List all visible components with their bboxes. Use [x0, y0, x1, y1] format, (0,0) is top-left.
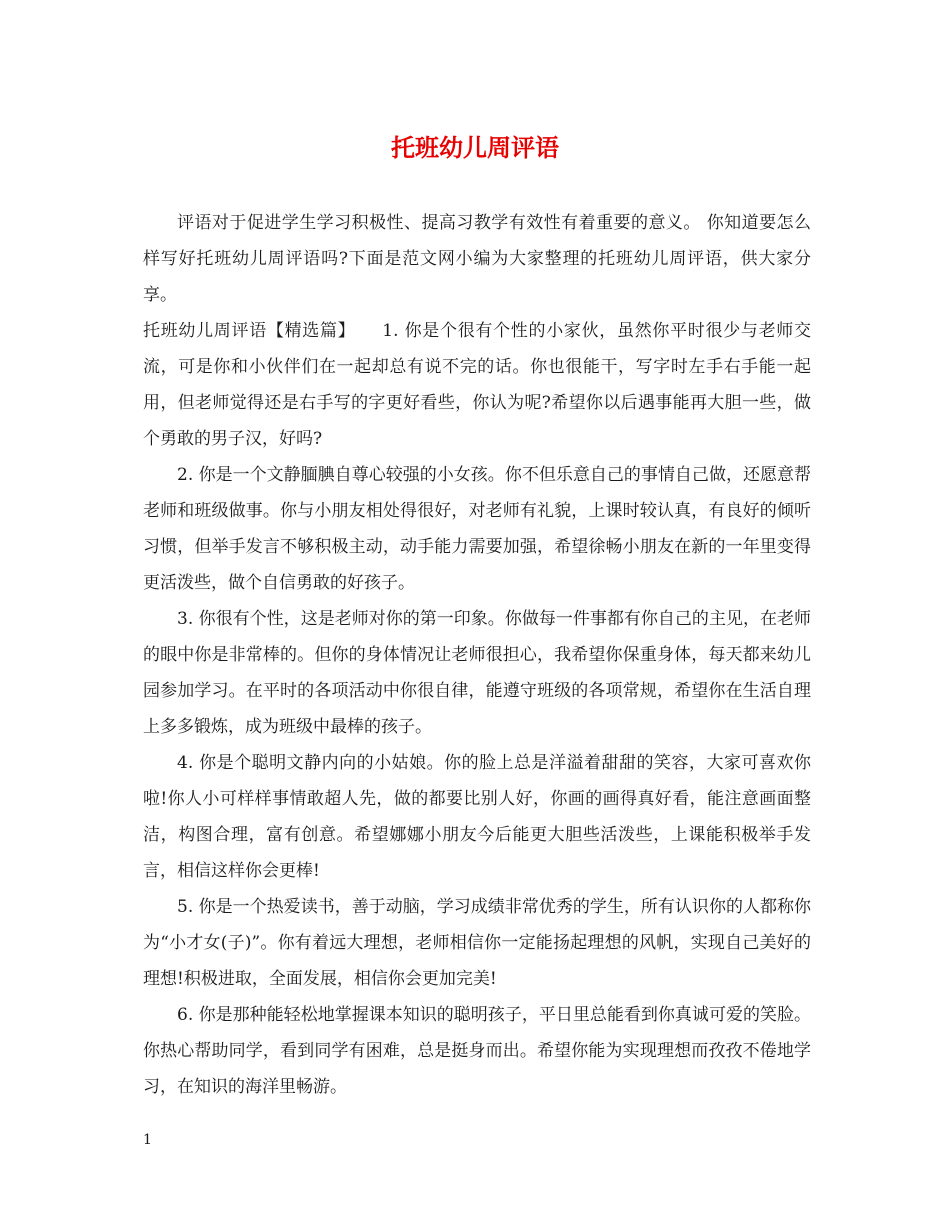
document-title: 托班幼儿周评语	[391, 133, 559, 162]
page-number: 1	[143, 1132, 152, 1148]
paragraph-comment-3: 3. 你很有个性，这是老师对你的第一印象。你做每一件事都有你自己的主见，在老师的眼中你是非常棒的。但你的身体情况让老师很担心，我希望你保重身体，每天都来幼儿园参加学习。在平时的各项活动中你很自律，能遵守班级的各项常规，希望你在生活自理上多多锻炼，成为班级中最棒的孩子。	[143, 609, 811, 737]
paragraph-comment-6: 6. 你是那种能轻松地掌握课本知识的聪明孩子，平日里总能看到你真诚可爱的笑脸。你热心帮助同学，看到同学有困难，总是挺身而出。希望你能为实现理想而孜孜不倦地学习，在知识的海洋里畅游。	[143, 1005, 811, 1097]
paragraph-comment-4: 4. 你是个聪明文静内向的小姑娘。你的脸上总是洋溢着甜甜的笑容，大家可喜欢你啦!你人小可样样事情敢超人先，做的都要比别人好，你画的画得真好看，能注意画面整洁，构图合理，富有创意。希望娜娜小朋友今后能更大胆些活泼些，上课能积极举手发言，相信这样你会更棒!	[143, 753, 811, 881]
document-body	[143, 205, 811, 1105]
paragraph-intro: 评语对于促进学生学习积极性、提高习教学有效性有着重要的意义。 你知道要怎么样写好托班幼儿周评语吗?下面是范文网小编为大家整理的托班幼儿周评语，供大家分享。	[143, 213, 811, 305]
paragraph-comment-2: 2. 你是一个文静腼腆自尊心较强的小女孩。你不但乐意自己的事情自己做，还愿意帮老师和班级做事。你与小朋友相处得很好，对老师有礼貌，上课时较认真，有良好的倾听习惯，但举手发言不够积极主动，动手能力需要加强，希望徐畅小朋友在新的一年里变得更活泼些，做个自信勇敢的好孩子。	[143, 465, 811, 593]
paragraph-comment-1: 托班幼儿周评语【精选篇】 1. 你是个很有个性的小家伙，虽然你平时很少与老师交流，可是你和小伙伴们在一起却总有说不完的话。你也很能干，写字时左手右手能一起用，但老师觉得还是右手写的字更好看些，你认为呢?希望你以后遇事能再大胆一些，做个勇敢的男子汉，好吗?	[143, 321, 811, 449]
paragraph-comment-5: 5. 你是一个热爱读书，善于动脑，学习成绩非常优秀的学生，所有认识你的人都称你为“小才女(子)”。你有着远大理想，老师相信你一定能扬起理想的风帆，实现自己美好的理想!积极进取，全面发展，相信你会更加完美!	[143, 897, 811, 989]
